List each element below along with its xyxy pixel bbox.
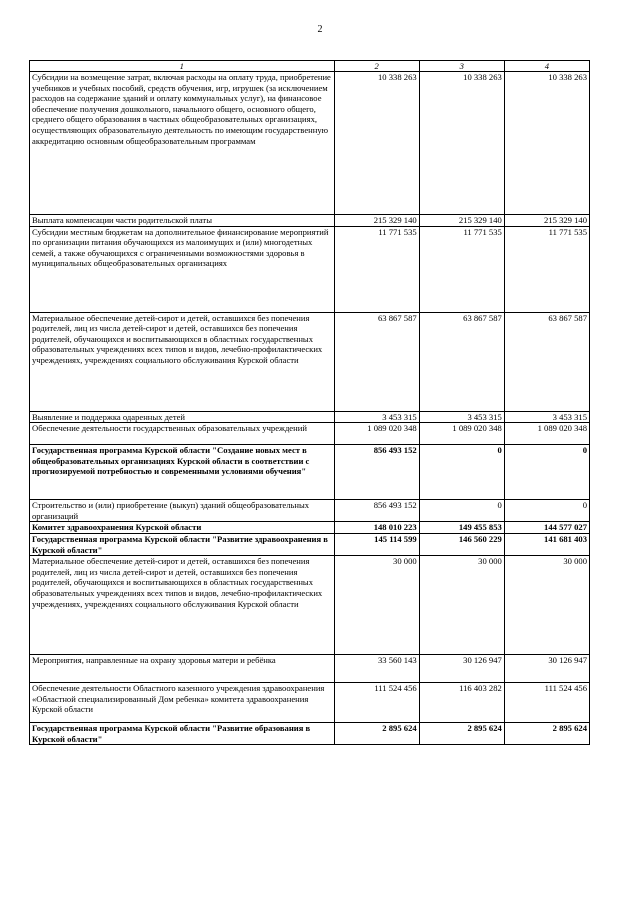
table-row (30, 411, 590, 423)
row-label: Строительство и (или) приобретение (выкуп) зданий общеобразовательных организаций (30, 500, 335, 522)
value-col2: 10 338 263 (334, 72, 419, 215)
value-col2: 145 114 599 (334, 533, 419, 555)
value-col3: 0 (419, 500, 504, 522)
value-col3: 1 089 020 348 (419, 423, 504, 445)
value-col3: 30 000 (419, 556, 504, 655)
value-col2: 111 524 456 (334, 683, 419, 723)
value-col2: 856 493 152 (334, 500, 419, 522)
column-header: 2 (334, 61, 419, 72)
column-header: 3 (419, 61, 504, 72)
value-col3: 215 329 140 (419, 215, 504, 227)
value-col2: 2 895 624 (334, 723, 419, 745)
row-label: Материальное обеспечение детей-сирот и детей, оставшихся без попечения родителей, лиц из числа детей-сирот и детей, оставшихся без попечения родителей, обучающихся и воспитывающихся в областных государственных образовательных учреждениях всех типов и видов, лечебно-профилактических учреждениях, учреждениях социального обслуживания Курской области (30, 556, 335, 655)
value-col3: 3 453 315 (419, 411, 504, 423)
value-col2: 33 560 143 (334, 655, 419, 683)
value-col4: 30 000 (504, 556, 589, 655)
value-col2: 3 453 315 (334, 411, 419, 423)
value-col4: 0 (504, 445, 589, 500)
value-col4: 215 329 140 (504, 215, 589, 227)
value-col2: 1 089 020 348 (334, 423, 419, 445)
table-row (30, 500, 590, 522)
row-label: Мероприятия, направленные на охрану здоровья матери и ребёнка (30, 655, 335, 683)
table-row (30, 522, 590, 534)
row-label: Государственная программа Курской области "Развитие здравоохранения в Курской области" (30, 533, 335, 555)
row-label: Обеспечение деятельности Областного казенного учреждения здравоохранения «Областной специализированный Дом ребенка» комитета здравоохранения Курской области (30, 683, 335, 723)
value-col2: 215 329 140 (334, 215, 419, 227)
row-label: Комитет здравоохранения Курской области (30, 522, 335, 534)
budget-table (29, 60, 590, 745)
value-col3: 2 895 624 (419, 723, 504, 745)
table-row (30, 533, 590, 555)
row-label: Обеспечение деятельности государственных образовательных учреждений (30, 423, 335, 445)
column-header: 4 (504, 61, 589, 72)
value-col4: 11 771 535 (504, 226, 589, 312)
table-row (30, 445, 590, 500)
table-row (30, 723, 590, 745)
value-col3: 30 126 947 (419, 655, 504, 683)
row-label: Субсидии на возмещение затрат, включая расходы на оплату труда, приобретение учебников и учебных пособий, средств обучения, игр, игрушек (за исключением расходов на содержание зданий и оплату коммунальных услуг), на финансовое обеспечение получения дошкольного, начального общего, основного общего, среднего общего образования в частных общеобразовательных организациях, осуществляющих образовательную деятельность по имеющим государственную аккредитацию основным общеобразовательным программам (30, 72, 335, 215)
table-row (30, 556, 590, 655)
value-col4: 63 867 587 (504, 312, 589, 411)
row-label: Выплата компенсации части родительской платы (30, 215, 335, 227)
page-number: 2 (317, 24, 323, 35)
value-col4: 2 895 624 (504, 723, 589, 745)
row-label: Государственная программа Курской области "Развитие образования в Курской области" (30, 723, 335, 745)
value-col4: 111 524 456 (504, 683, 589, 723)
value-col2: 11 771 535 (334, 226, 419, 312)
table-row (30, 72, 590, 215)
value-col3: 11 771 535 (419, 226, 504, 312)
value-col4: 30 126 947 (504, 655, 589, 683)
row-label: Государственная программа Курской области "Создание новых мест в общеобразовательных организациях Курской области в соответствии с прогнозируемой потребностью и современными условиями обучения" (30, 445, 335, 500)
value-col3: 10 338 263 (419, 72, 504, 215)
value-col3: 146 560 229 (419, 533, 504, 555)
column-header: 1 (30, 61, 335, 72)
table-row (30, 683, 590, 723)
value-col3: 0 (419, 445, 504, 500)
table-row (30, 215, 590, 227)
value-col3: 63 867 587 (419, 312, 504, 411)
table-row (30, 226, 590, 312)
value-col4: 141 681 403 (504, 533, 589, 555)
value-col2: 30 000 (334, 556, 419, 655)
value-col4: 1 089 020 348 (504, 423, 589, 445)
row-label: Материальное обеспечение детей-сирот и детей, оставшихся без попечения родителей, лиц из числа детей-сирот и детей, оставшихся без попечения родителей, обучающихся и воспитывающихся в областных государственных образовательных учреждениях всех типов и видов, лечебно-профилактических учреждениях, учреждениях социального обслуживания Курской области (30, 312, 335, 411)
row-label: Выявление и поддержка одаренных детей (30, 411, 335, 423)
value-col3: 149 455 853 (419, 522, 504, 534)
table-row (30, 655, 590, 683)
row-label: Субсидии местным бюджетам на дополнительное финансирование мероприятий по организации питания обучающихся из малоимущих и (или) многодетных семей, а также обучающихся с ограниченными возможностями здоровья в муниципальных общеобразовательных организациях (30, 226, 335, 312)
value-col4: 0 (504, 500, 589, 522)
table-row (30, 423, 590, 445)
value-col4: 144 577 027 (504, 522, 589, 534)
value-col3: 116 403 282 (419, 683, 504, 723)
table-header-row (30, 61, 590, 72)
value-col4: 10 338 263 (504, 72, 589, 215)
table-row (30, 312, 590, 411)
value-col2: 63 867 587 (334, 312, 419, 411)
value-col2: 148 010 223 (334, 522, 419, 534)
value-col2: 856 493 152 (334, 445, 419, 500)
value-col4: 3 453 315 (504, 411, 589, 423)
